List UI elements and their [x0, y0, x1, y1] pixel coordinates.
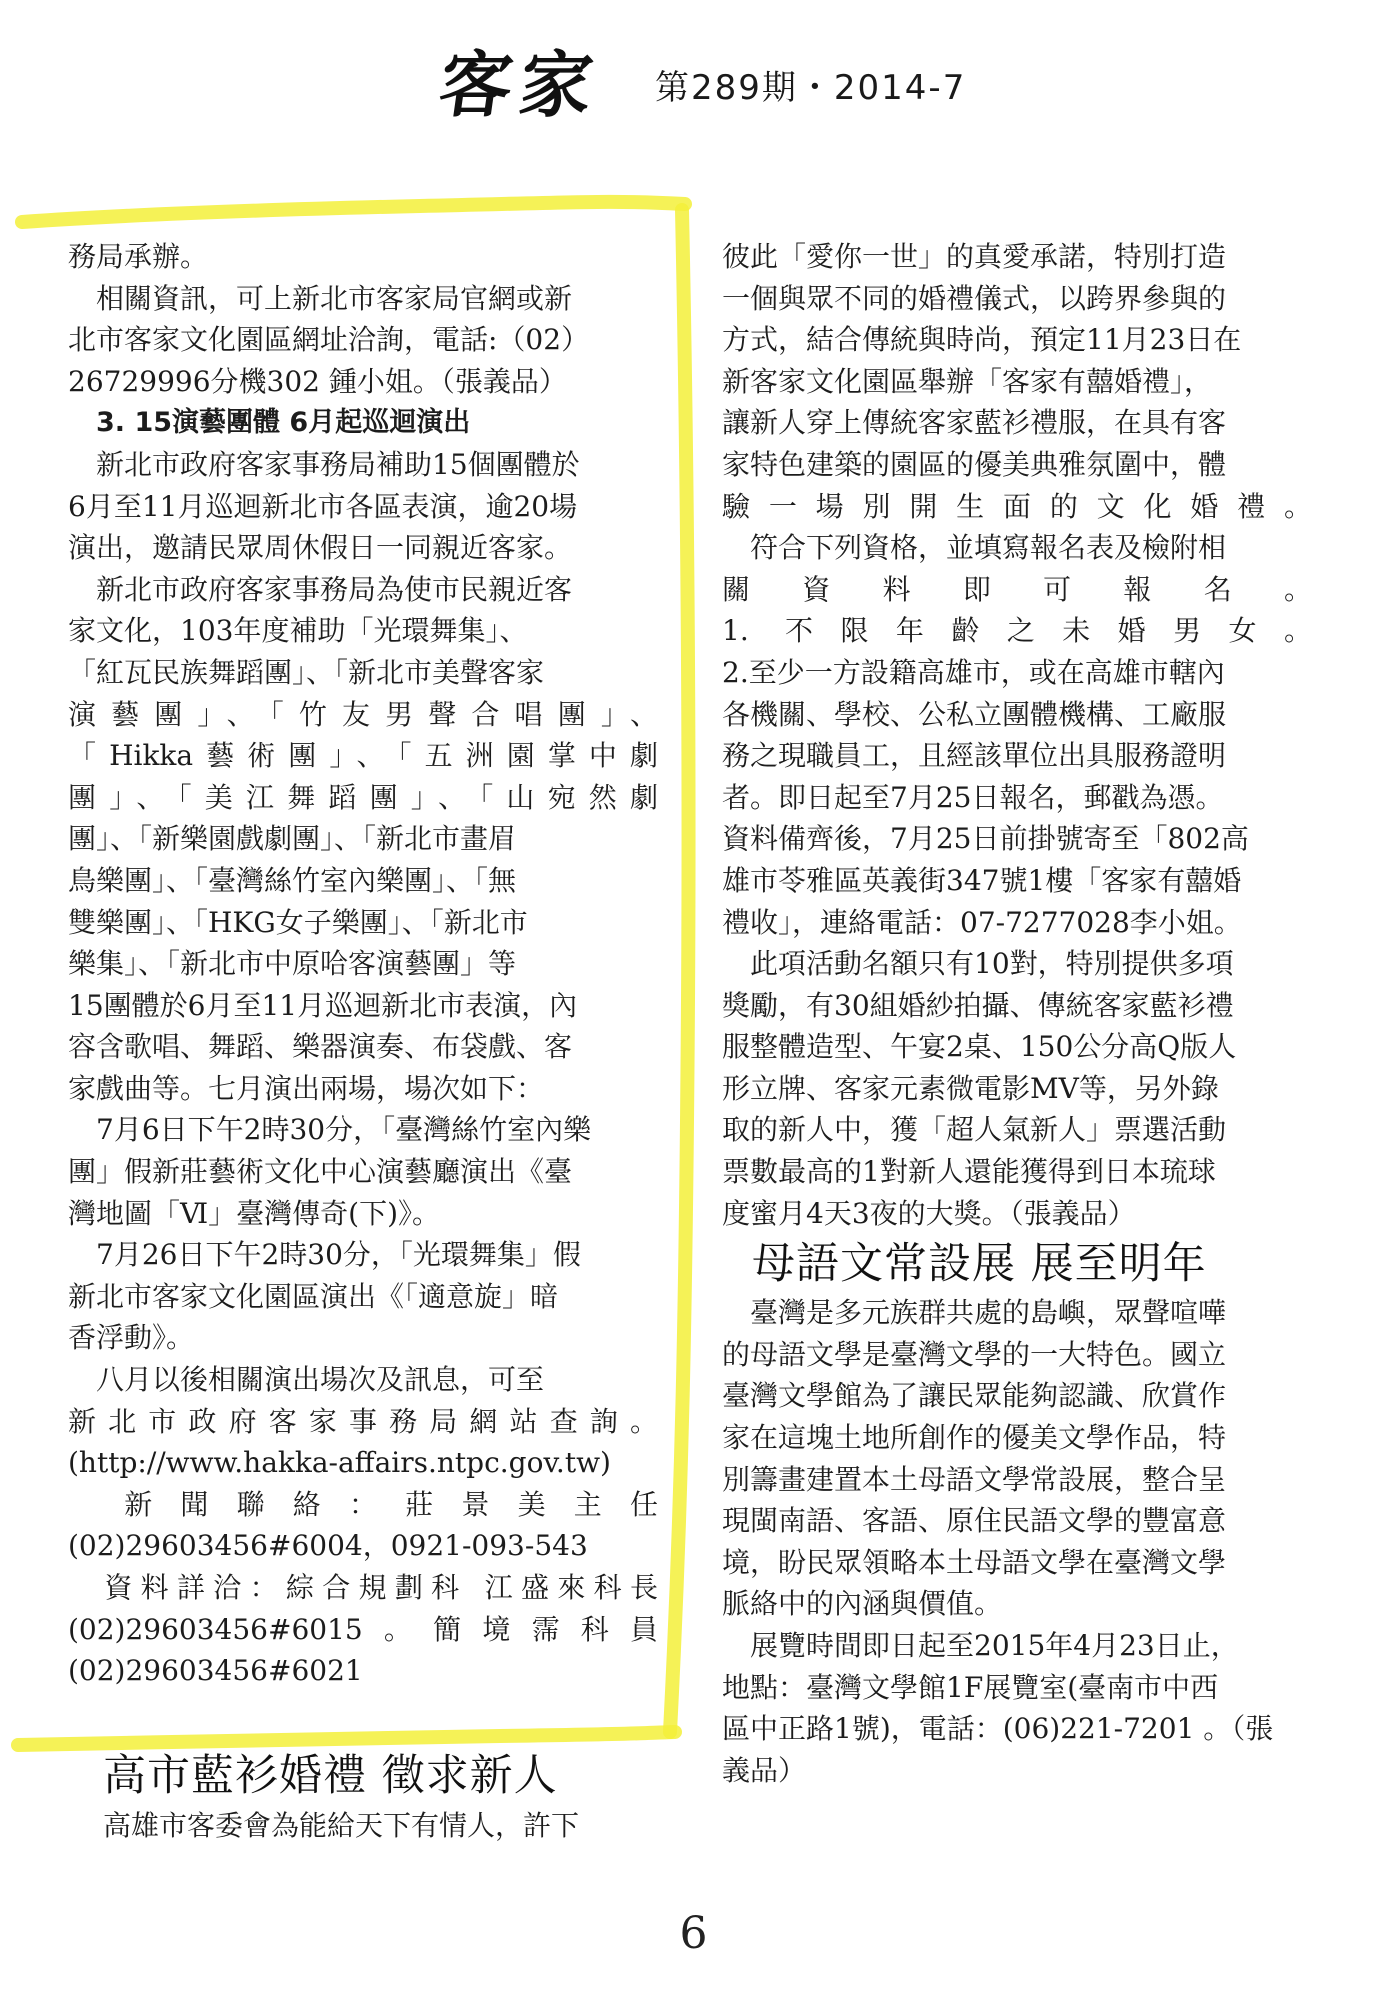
left-line-11: 「紅瓦民族舞蹈團」、「新北市美聲客家 [68, 655, 545, 689]
right-line-1: 彼此「愛你一世」的真愛承諾，特別打造 [722, 240, 1227, 273]
right-line-13: 務之現職員工，且經該單位出具服務證明 [722, 739, 1227, 773]
left-subheading: 3. 15演藝團體 6月起巡迴演出 [96, 407, 471, 439]
right-line-15: 資料備齊後，7月25日前掛號寄至「802高 [722, 822, 1249, 856]
issue-info: 第289期・2014-7 [655, 68, 967, 108]
page-number: 6 [679, 1908, 708, 1959]
right-line-3: 方式，結合傳統與時尚，預定11月23日在 [722, 323, 1242, 357]
right2-line-6: 現閩南語、客語、原住民語文學的豐富意 [722, 1504, 1227, 1538]
left-after-headline: 高雄市客委會為能給天下有情人，許下 [103, 1809, 580, 1842]
right-line-24: 度蜜月4天3夜的大獎。（張義品） [722, 1196, 1136, 1230]
right-line-20: 服整體造型、午宴2桌、150公分高Q版人 [722, 1030, 1237, 1064]
left-line-31: 新聞聯絡：莊景美主任 [68, 1487, 658, 1521]
left-line-10: 家文化，103年度補助「光環舞集」、 [68, 614, 528, 648]
headline-kaohsiung-wedding: 高市藍衫婚禮 徵求新人 [103, 1751, 558, 1801]
left-line-28: 八月以後相關演出場次及訊息，可至 [68, 1363, 545, 1397]
right2-line-3: 臺灣文學館為了讓民眾能夠認識、欣賞作 [722, 1379, 1227, 1413]
headline-mother-tongue-exhibit: 母語文常設展 展至明年 [752, 1239, 1207, 1290]
right-line-12: 各機關、學校、公私立團體機構、工廠服 [722, 697, 1227, 731]
left-line-17: 雙樂團」、「HKG女子樂團」、「新北市 [68, 905, 528, 939]
right-line-19: 獎勵，有30組婚紗拍攝、傳統客家藍衫禮 [722, 988, 1234, 1022]
right2-line-10: 地點：臺灣文學館1F展覽室(臺南市中西 [722, 1670, 1219, 1704]
left-line-29: 新北市政府客家事務局網站查詢。 [68, 1404, 658, 1438]
left-line-18: 樂集」、「新北市中原哈客演藝團」等 [68, 947, 517, 981]
left-line-30: (http://www.hakka-affairs.ntpc.gov.tw) [68, 1446, 611, 1480]
left-line-16: 鳥樂團」、「臺灣絲竹室內樂團」、「無 [68, 863, 517, 897]
right-line-5: 讓新人穿上傳統客家藍衫禮服，在具有客 [722, 406, 1227, 440]
left-line-9: 新北市政府客家事務局為使市民親近客 [68, 572, 573, 606]
left-line-13: 「Hikka藝術團」、「五洲園掌中劇 [68, 739, 658, 773]
right-line-2: 一個與眾不同的婚禮儀式，以跨界參與的 [722, 281, 1227, 315]
left-line-20: 容含歌唱、舞蹈、樂器演奏、布袋戲、客 [68, 1030, 573, 1064]
left-line-15: 團」、「新樂園戲劇團」、「新北市畫眉 [68, 822, 517, 856]
left-line-14: 團」、「美江舞蹈團」、「山宛然劇 [68, 780, 658, 814]
left-column [68, 236, 658, 1692]
right-line-16: 雄市苓雅區英義街347號1樓「客家有囍婚 [722, 863, 1242, 897]
publication-logo: 客家 [434, 42, 607, 127]
left-line-21: 家戲曲等。七月演出兩場，場次如下： [68, 1071, 545, 1105]
left-line-1: 務局承辦。 [68, 240, 209, 273]
left-line-33: 資料詳洽：綜合規劃科 江盛來科長 [68, 1571, 658, 1604]
left-line-35: (02)29603456#6021 [68, 1654, 363, 1688]
left-line-25: 7月26日下午2時30分，「光環舞集」假 [68, 1238, 581, 1272]
right-line-6: 家特色建築的園區的優美典雅氛圍中，體 [722, 447, 1227, 481]
right2-line-9: 展覽時間即日起至2015年4月23日止， [722, 1629, 1239, 1662]
right2-line-5: 別籌畫建置本土母語文學常設展，整合呈 [722, 1462, 1227, 1496]
left-line-22: 7月6日下午2時30分，「臺灣絲竹室內樂 [68, 1113, 592, 1147]
left-line-23: 團」假新莊藝術文化中心演藝廳演出《臺 [68, 1155, 573, 1189]
left-line-26: 新北市客家文化園區演出《「適意旋」暗 [68, 1279, 559, 1313]
right-line-21: 形立牌、客家元素微電影MV等，另外錄 [722, 1071, 1219, 1105]
right-line-7: 驗一場別開生面的文化婚禮。 [722, 489, 1312, 523]
right2-line-8: 脈絡中的內涵與價值。 [722, 1587, 1003, 1621]
right-line-17: 禮收」，連絡電話：07-7277028李小姐。 [722, 905, 1242, 939]
right-line-22: 取的新人中，獲「超人氣新人」票選活動 [722, 1113, 1227, 1147]
left-line-8: 演出，邀請民眾周休假日一同親近客家。 [68, 531, 573, 565]
right2-line-12: 義品） [722, 1753, 807, 1787]
left-line-6: 新北市政府客家事務局補助15個團體於 [68, 447, 580, 481]
right2-line-2: 的母語文學是臺灣文學的一大特色。國立 [722, 1337, 1227, 1371]
left-line-12: 演藝團」、「竹友男聲合唱團」、 [68, 697, 658, 731]
right-line-8: 符合下列資格，並填寫報名表及檢附相 [722, 531, 1227, 565]
right-column [722, 236, 1312, 1791]
left-line-32: (02)29603456#6004，0921-093-543 [68, 1529, 588, 1563]
right-line-14: 者。即日起至7月25日報名，郵戳為憑。 [722, 780, 1224, 814]
left-line-34: (02)29603456#6015。簡境霈科員 [68, 1612, 658, 1646]
left-line-3: 北市客家文化園區網址洽詢，電話:（02） [68, 323, 590, 357]
right-line-9: 關資料即可報名。 [722, 572, 1312, 606]
left-line-24: 灣地圖「Ⅵ」臺灣傳奇(下)》。 [68, 1196, 441, 1230]
right-line-11: 2.至少一方設籍高雄市，或在高雄市轄內 [722, 655, 1225, 689]
right2-line-11: 區中正路1號)，電話：(06)221-7201 。（張 [722, 1712, 1274, 1746]
right2-line-7: 境，盼民眾領略本土母語文學在臺灣文學 [722, 1545, 1227, 1579]
left-line-7: 6月至11月巡迴新北市各區表演，逾20場 [68, 489, 578, 523]
left-line-27: 香浮動》。 [68, 1321, 195, 1355]
right-line-4: 新客家文化園區舉辦「客家有囍婚禮」， [722, 364, 1213, 398]
masthead [434, 40, 1060, 130]
left-line-19: 15團體於6月至11月巡迴新北市表演，內 [68, 988, 578, 1022]
right-line-23: 票數最高的1對新人還能獲得到日本琉球 [722, 1155, 1216, 1189]
left-line-2: 相關資訊，可上新北市客家局官網或新 [68, 281, 573, 315]
right2-line-1: 臺灣是多元族群共處的島嶼，眾聲喧嘩 [722, 1296, 1227, 1330]
left-line-4: 26729996分機302 鍾小姐。（張義品） [68, 364, 567, 398]
right-line-10: 1. 不限年齡之未婚男女。 [722, 614, 1312, 648]
right2-line-4: 家在這塊土地所創作的優美文學作品，特 [722, 1421, 1227, 1455]
right-line-18: 此項活動名額只有10對，特別提供多項 [722, 947, 1234, 981]
